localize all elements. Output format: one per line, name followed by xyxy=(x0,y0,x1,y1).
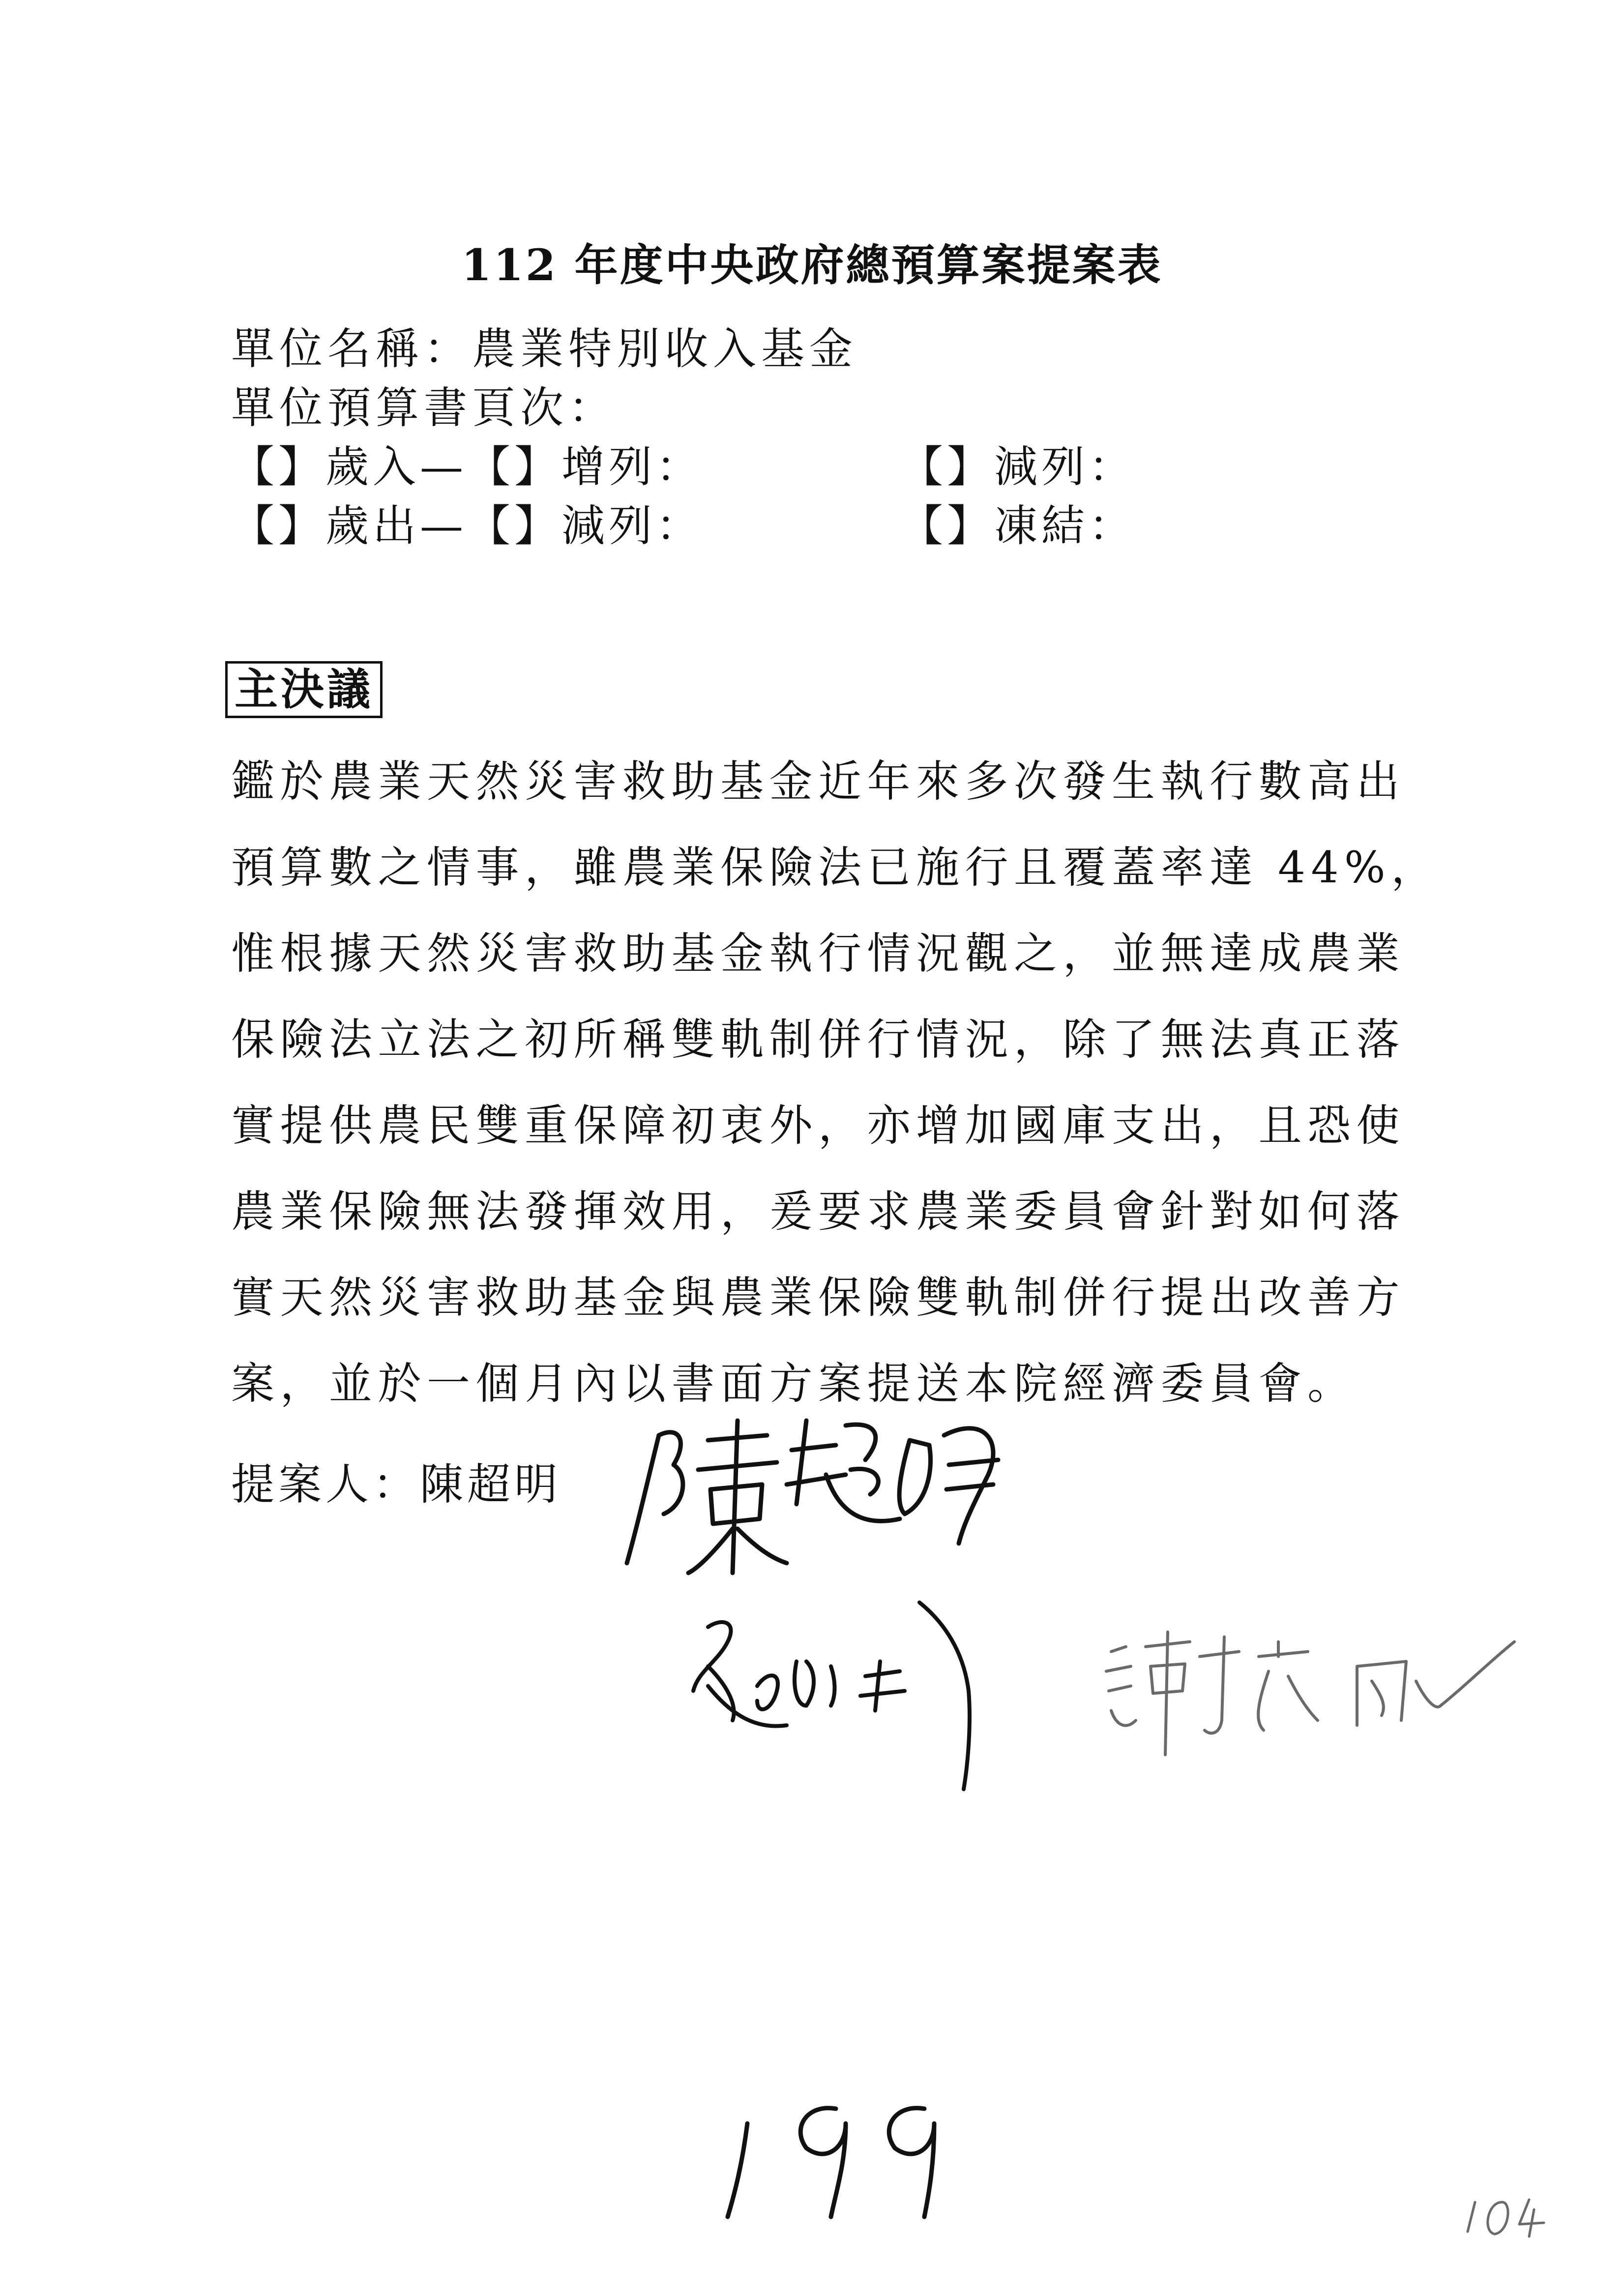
signature-chen-chaoming xyxy=(627,1421,998,1573)
unit-name-label: 單位名稱： xyxy=(231,323,472,374)
revenue-decrease-field: 【】減列： xyxy=(900,441,1136,492)
unit-name-value: 農業特別收入基金 xyxy=(472,323,858,374)
body-line: 惟根據天然災害救助基金執行情況觀之，並無達成農業 xyxy=(231,928,1406,979)
body-line: 預算數之情事，雖農業保險法已施行且覆蓋率達 44%， xyxy=(231,842,1440,893)
resolution-label: 主決議 xyxy=(225,661,383,718)
body-line: 保險法立法之初所稱雙軌制併行情況，除了無法真正落 xyxy=(231,1014,1406,1065)
handwritten-page-number xyxy=(728,2108,934,2217)
proposer-label: 提案人：陳超明 xyxy=(231,1459,562,1510)
small-page-number xyxy=(1468,2200,1544,2237)
body-line: 鑑於農業天然災害救助基金近年來多次發生執行數高出 xyxy=(231,756,1406,807)
page-title: 112 年度中央政府總預算案提案表 xyxy=(461,239,1163,291)
expenditure-freeze-field: 【】凍結： xyxy=(900,500,1136,551)
body-line: 農業保險無法發揮效用，爰要求農業委員會針對如何落 xyxy=(231,1186,1406,1237)
signature-2 xyxy=(693,1602,970,1789)
body-line: 案，並於一個月內以書面方案提送本院經濟委員會。 xyxy=(231,1358,1357,1409)
body-line: 實提供農民雙重保障初衷外，亦增加國庫支出，且恐使 xyxy=(231,1100,1406,1151)
page-ref-line: 單位預算書頁次： xyxy=(231,382,617,433)
signature-3 xyxy=(1106,1632,1514,1755)
body-line: 實天然災害救助基金與農業保險雙軌制併行提出改善方 xyxy=(231,1272,1406,1323)
revenue-increase-field: 【】歲入—【】增列： xyxy=(231,441,704,492)
expenditure-decrease-field: 【】歲出—【】減列： xyxy=(231,500,704,551)
